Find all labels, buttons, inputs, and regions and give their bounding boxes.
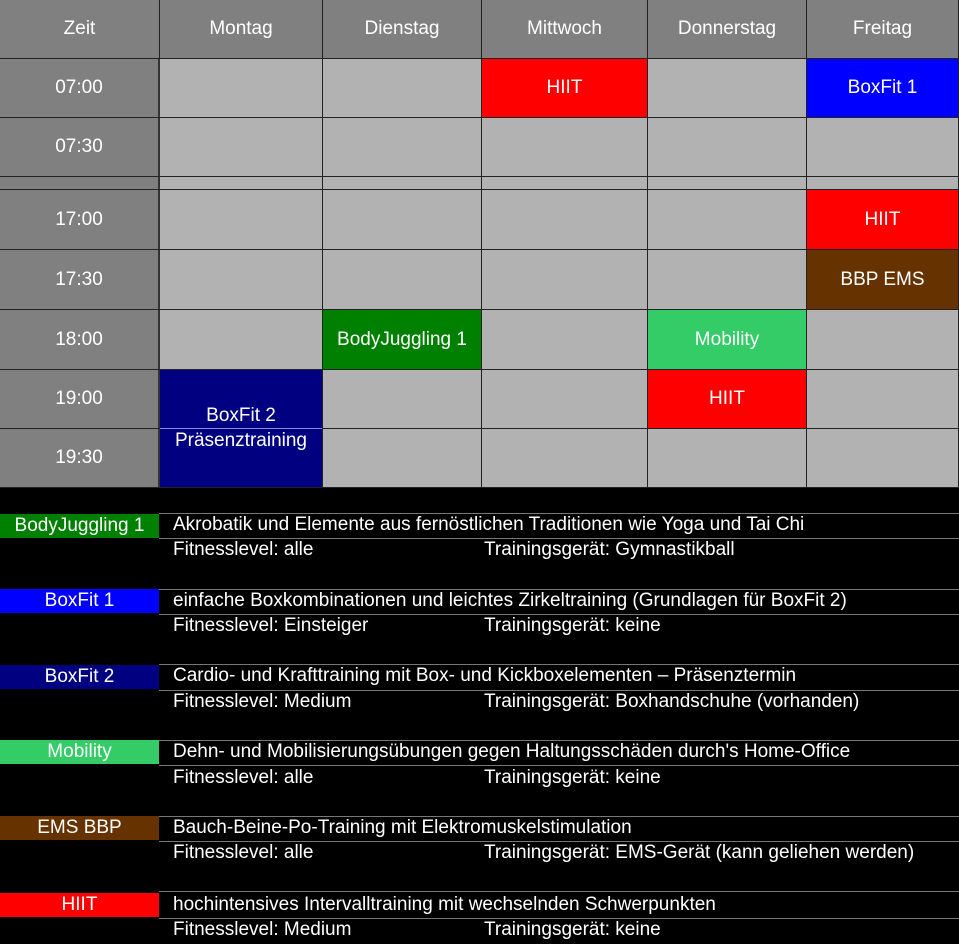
legend-equipment: Trainingsgerät: EMS-Gerät (kann geliehen werden) xyxy=(484,842,915,863)
slot-don-1700 xyxy=(648,190,807,250)
legend-level: Fitnesslevel: alle xyxy=(173,767,314,788)
legend-tag-mobility: Mobility xyxy=(0,740,159,764)
slot-gap xyxy=(323,177,482,190)
legend-description: hochintensives Intervalltraining mit wechselnden Schwerpunkten xyxy=(173,894,716,915)
legend-equipment: Trainingsgerät: Gymnastikball xyxy=(484,539,735,560)
time-1700: 17:00 xyxy=(0,190,160,250)
time-gap xyxy=(0,177,160,190)
header-zeit: Zeit xyxy=(0,0,160,59)
legend-tag-emsbbp: EMS BBP xyxy=(0,816,159,840)
slot-don-1930 xyxy=(648,429,807,488)
slot-gap xyxy=(482,177,648,190)
legend-description: Bauch-Beine-Po-Training mit Elektromuskelstimulation xyxy=(173,817,632,838)
slot-don-0700 xyxy=(648,59,807,118)
event-mobility-donnerstag-1800[interactable]: Mobility xyxy=(648,310,807,370)
slot-mit-1700 xyxy=(482,190,648,250)
time-0700: 07:00 xyxy=(0,59,160,118)
slot-die-1700 xyxy=(323,190,482,250)
header-freitag: Freitag xyxy=(807,0,959,59)
event-bodyjuggling-dienstag-1800[interactable]: BodyJuggling 1 xyxy=(323,310,482,370)
event-bbpems-freitag-1730[interactable]: BBP EMS xyxy=(807,250,959,310)
legend-description: einfache Boxkombinationen und leichtes Zirkeltraining (Grundlagen für BoxFit 2) xyxy=(173,590,847,611)
header-donnerstag: Donnerstag xyxy=(648,0,807,59)
slot-die-1900 xyxy=(323,370,482,429)
time-1900: 19:00 xyxy=(0,370,160,429)
slot-mit-1900 xyxy=(482,370,648,429)
legend-level: Fitnesslevel: Medium xyxy=(173,691,352,712)
slot-die-0700 xyxy=(323,59,482,118)
slot-mon-0700 xyxy=(160,59,323,118)
slot-don-1730 xyxy=(648,250,807,310)
divider xyxy=(159,891,959,892)
slot-mit-0730 xyxy=(482,118,648,177)
legend-tag-hiit: HIIT xyxy=(0,893,159,917)
slot-mon-1700 xyxy=(160,190,323,250)
slot-mon-1730 xyxy=(160,250,323,310)
legend-equipment: Trainingsgerät: keine xyxy=(484,767,661,788)
legend-level: Fitnesslevel: alle xyxy=(173,842,314,863)
header-montag: Montag xyxy=(160,0,323,59)
legend-equipment: Trainingsgerät: keine xyxy=(484,615,661,636)
slot-mit-1930 xyxy=(482,429,648,488)
legend-tag-bodyjuggling: BodyJuggling 1 xyxy=(0,514,159,538)
time-0730: 07:30 xyxy=(0,118,160,177)
slot-die-0730 xyxy=(323,118,482,177)
legend-level: Fitnesslevel: Medium xyxy=(173,919,352,940)
time-1800: 18:00 xyxy=(0,310,160,370)
slot-mit-1800 xyxy=(482,310,648,370)
event-hiit-freitag-1700[interactable]: HIIT xyxy=(807,190,959,250)
legend-tag-boxfit1: BoxFit 1 xyxy=(0,589,159,613)
event-sublabel: Präsenztraining xyxy=(174,430,308,451)
header-dienstag: Dienstag xyxy=(323,0,482,59)
event-boxfit2-montag-1900[interactable] xyxy=(160,370,323,488)
slot-gap xyxy=(648,177,807,190)
legend-level: Fitnesslevel: alle xyxy=(173,539,314,560)
legend-tag-boxfit2: BoxFit 2 xyxy=(0,665,159,689)
time-1930: 19:30 xyxy=(0,429,160,488)
event-boxfit1-freitag-0700[interactable]: BoxFit 1 xyxy=(807,59,959,118)
event-label: BoxFit 2 xyxy=(160,405,322,429)
legend-level: Fitnesslevel: Einsteiger xyxy=(173,615,369,636)
slot-mit-1730 xyxy=(482,250,648,310)
legend-description: Cardio- und Krafttraining mit Box- und Kickboxelementen – Präsenztermin xyxy=(173,665,797,686)
slot-don-0730 xyxy=(648,118,807,177)
legend-equipment: Trainingsgerät: Boxhandschuhe (vorhanden) xyxy=(484,691,860,712)
event-hiit-mittwoch-0700[interactable]: HIIT xyxy=(482,59,648,118)
event-hiit-donnerstag-1900[interactable]: HIIT xyxy=(648,370,807,429)
slot-fre-1930 xyxy=(807,429,959,488)
legend-description: Dehn- und Mobilisierungsübungen gegen Haltungsschäden durch's Home-Office xyxy=(173,741,851,762)
time-1730: 17:30 xyxy=(0,250,160,310)
slot-die-1730 xyxy=(323,250,482,310)
slot-gap xyxy=(807,177,959,190)
legend-description: Akrobatik und Elemente aus fernöstlichen Traditionen wie Yoga und Tai Chi xyxy=(173,514,805,535)
slot-gap xyxy=(160,177,323,190)
header-mittwoch: Mittwoch xyxy=(482,0,648,59)
legend-equipment: Trainingsgerät: keine xyxy=(484,919,661,940)
slot-fre-1900 xyxy=(807,370,959,429)
slot-die-1930 xyxy=(323,429,482,488)
slot-fre-0730 xyxy=(807,118,959,177)
slot-mon-0730 xyxy=(160,118,323,177)
slot-mon-1800 xyxy=(160,310,323,370)
slot-fre-1800 xyxy=(807,310,959,370)
